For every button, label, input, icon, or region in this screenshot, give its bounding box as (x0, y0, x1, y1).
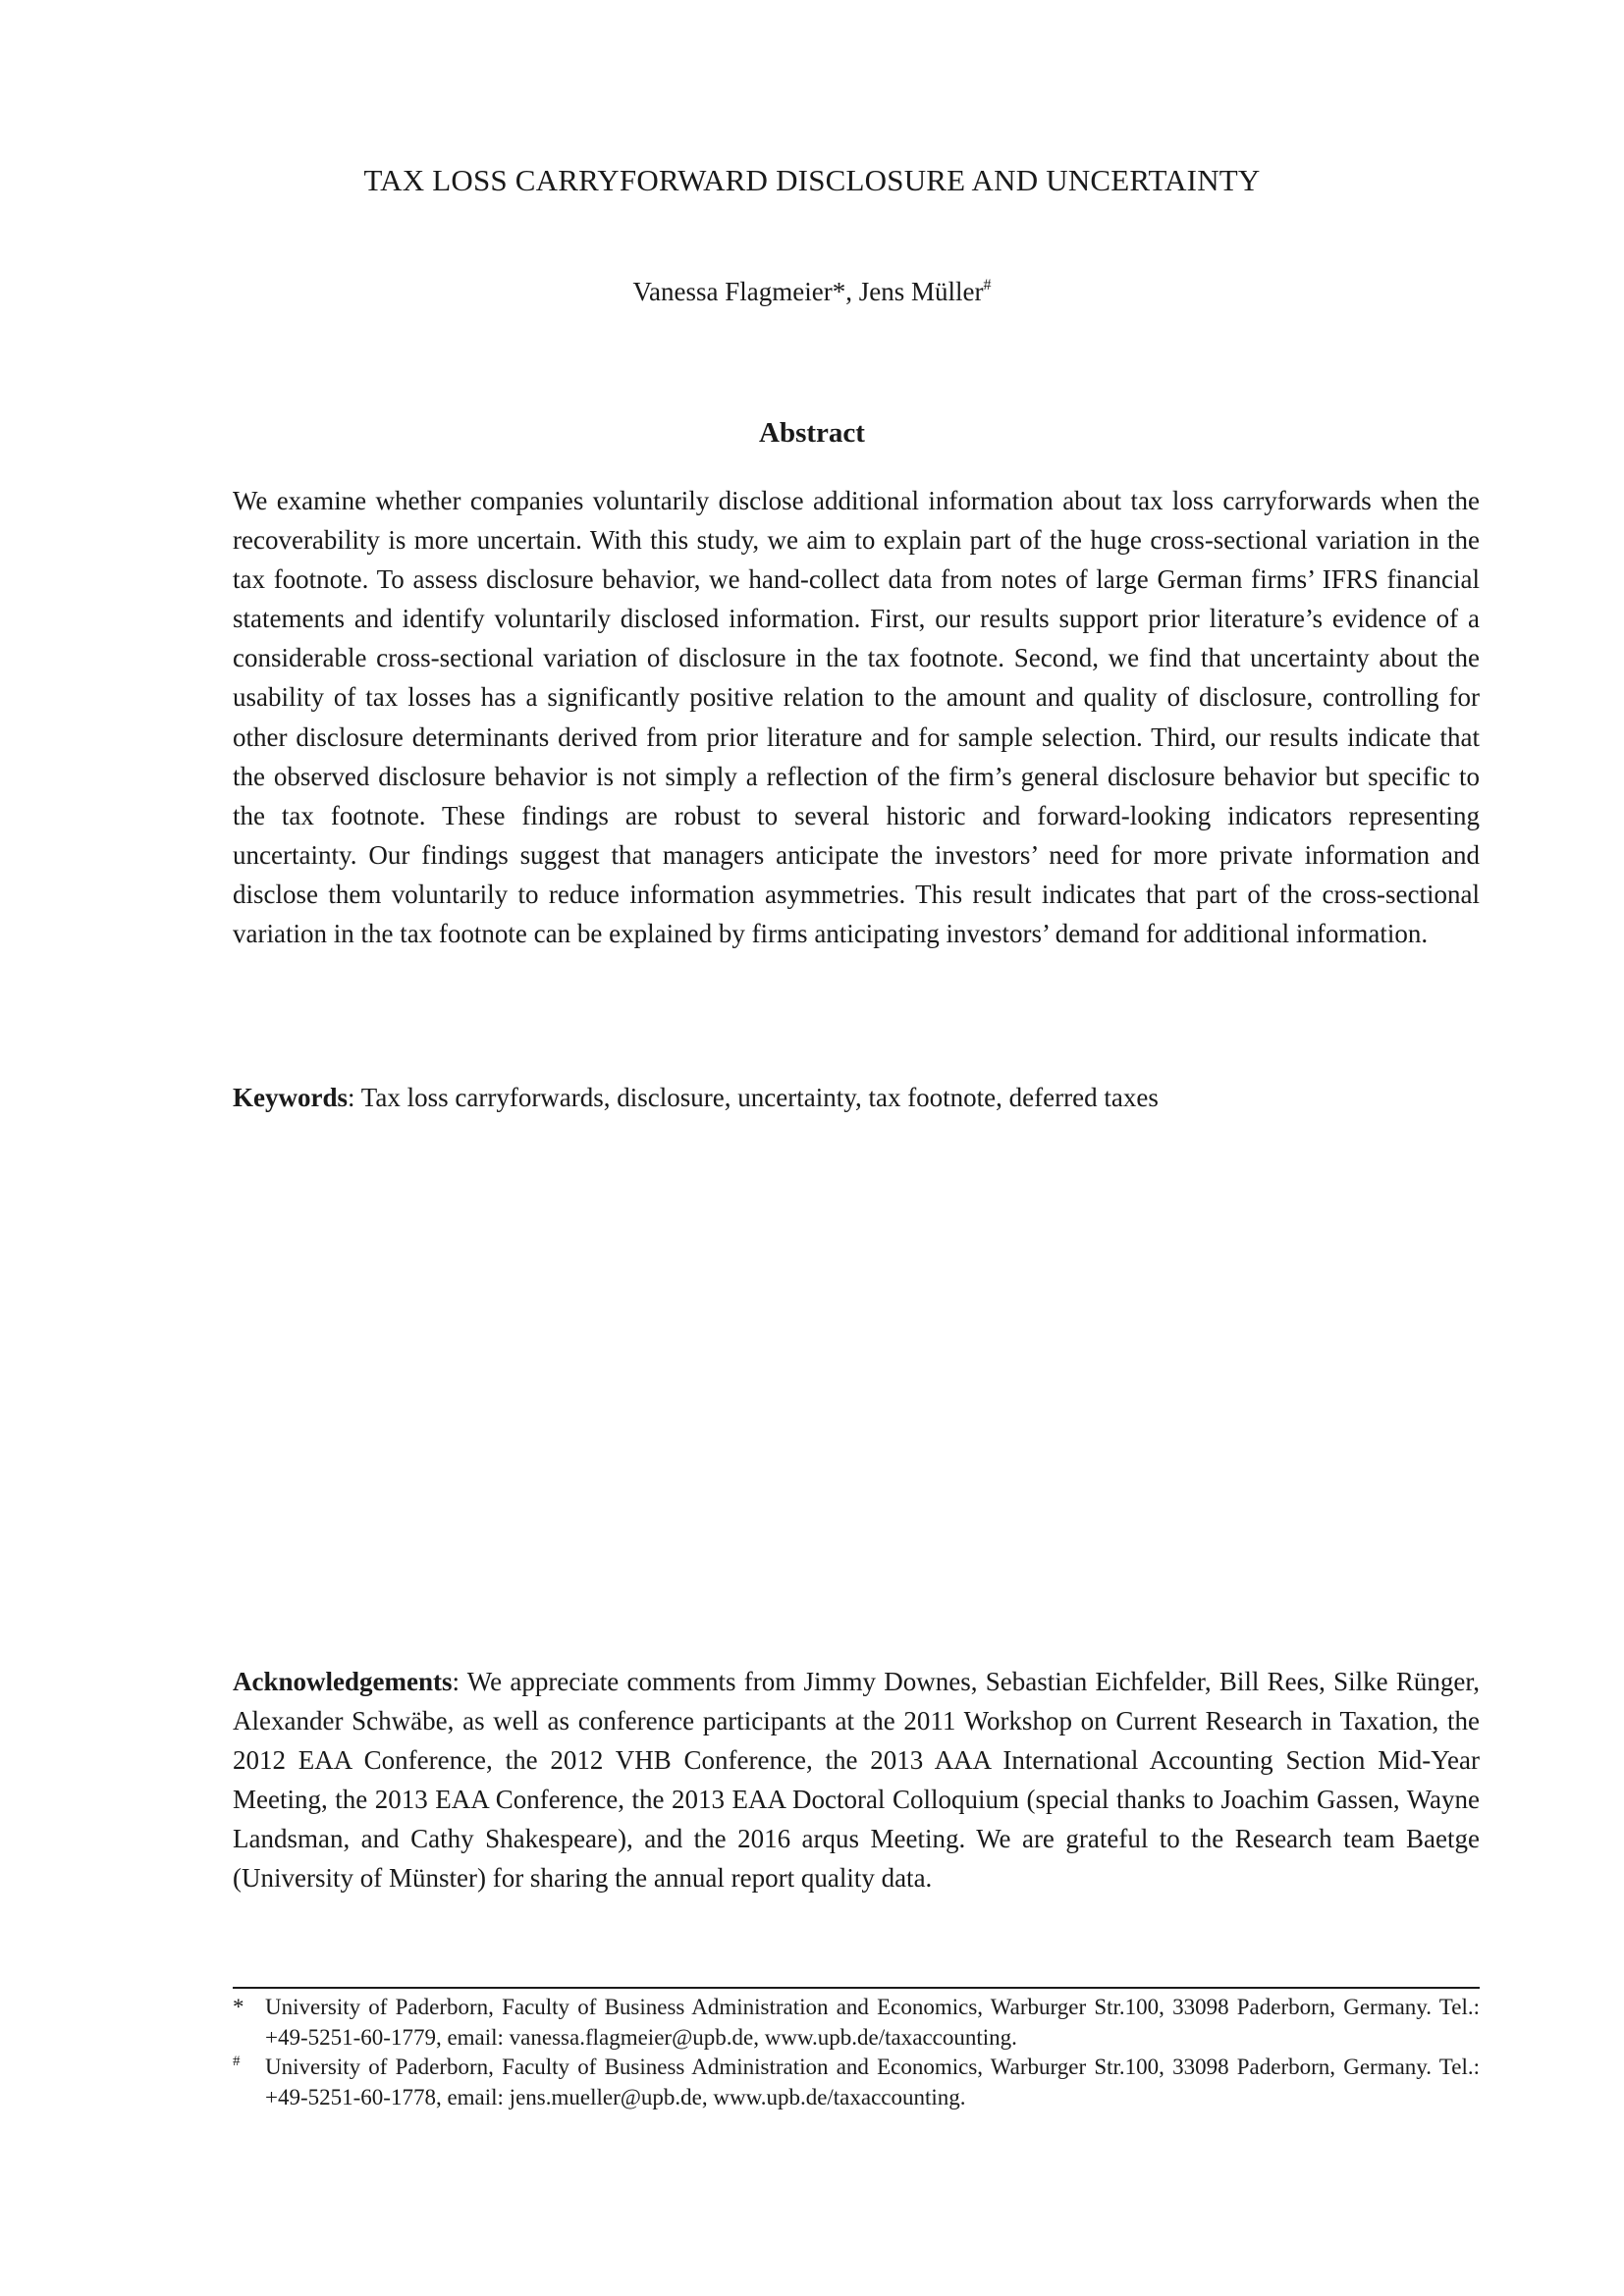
footnote-item (233, 1993, 1480, 2053)
acknowledgements-label: Acknowledgements (233, 1667, 453, 1696)
author-name: Jens Müller (858, 277, 984, 306)
keywords-text: : Tax loss carryforwards, disclosure, uncertainty, tax footnote, deferred taxes (348, 1083, 1159, 1112)
keywords (233, 1078, 1480, 1117)
footnote-text: University of Paderborn, Faculty of Business Administration and Economics, Warburger Str.100, 33098 Paderborn, Germany. Tel.: +49-5251-60-1778, email: jens.mueller@upb.de, www.upb.de/taxaccounting. (265, 2055, 1480, 2109)
paper-title: TAX LOSS CARRYFORWARD DISCLOSURE AND UNCERTAINTY (363, 163, 1261, 197)
author-separator: , (845, 277, 859, 306)
footnote-text: University of Paderborn, Faculty of Business Administration and Economics, Warburger Str.100, 33098 Paderborn, Germany. Tel.: +49-5251-60-1779, email: vanessa.flagmeier@upb.de, www.upb.de/taxaccounting. (265, 1995, 1480, 2050)
footnote-item (233, 2053, 1480, 2112)
footnote-divider (233, 1987, 1480, 1989)
footnotes (233, 1993, 1480, 2112)
author-name: Vanessa Flagmeier* (632, 277, 846, 306)
abstract-heading: Abstract (759, 417, 865, 449)
abstract-text: We examine whether companies voluntarily disclose additional information about tax loss carryforwards when the recoverability is more uncertain. With this study, we aim to explain part of the huge cross-sectional variation in the tax footnote. To assess disclosure behavior, we hand-collect data from notes of large German firms’ IFRS financial statements and identify voluntarily disclosed information. First, our results support prior literature’s evidence of a considerable cross-sectional variation of disclosure in the tax footnote. Second, we find that uncertainty about the usability of tax losses has a significantly positive relation to the amount and quality of disclosure, controlling for other disclosure determinants derived from prior literature and for sample selection. Third, our results indicate that the observed disclosure behavior is not simply a reflection of the firm’s general disclosure behavior but specific to the tax footnote. These findings are robust to several historic and forward-looking indicators representing uncertainty. Our findings suggest that managers anticipate the investors’ need for more private information and disclose them voluntarily to reduce information asymmetries. This result indicates that part of the cross-sectional variation in the tax footnote can be explained by firms anticipating investors’ demand for additional information. (233, 486, 1480, 949)
acknowledgements-text: : We appreciate comments from Jimmy Downes, Sebastian Eichfelder, Bill Rees, Silke Rünger, Alexander Schwäbe, as well as conference participants at the 2011 Workshop on Current Research in Taxation, the 2012 EAA Conference, the 2012 VHB Conference, the 2013 AAA International Accounting Section Mid-Year Meeting, the 2013 EAA Conference, the 2013 EAA Doctoral Colloquium (special thanks to Joachim Gassen, Wayne Landsman, and Cathy Shakespeare), and the 2016 arqus Meeting. We are grateful to the Research team Baetge (University of Münster) for sharing the annual report quality data. (233, 1667, 1480, 1894)
acknowledgements (233, 1662, 1480, 1898)
keywords-label: Keywords (233, 1083, 348, 1112)
author-footnote-mark: # (983, 277, 992, 294)
footnote-mark: * (233, 1995, 244, 2019)
author-line (0, 277, 1624, 307)
footnote-mark: # (233, 2054, 241, 2069)
